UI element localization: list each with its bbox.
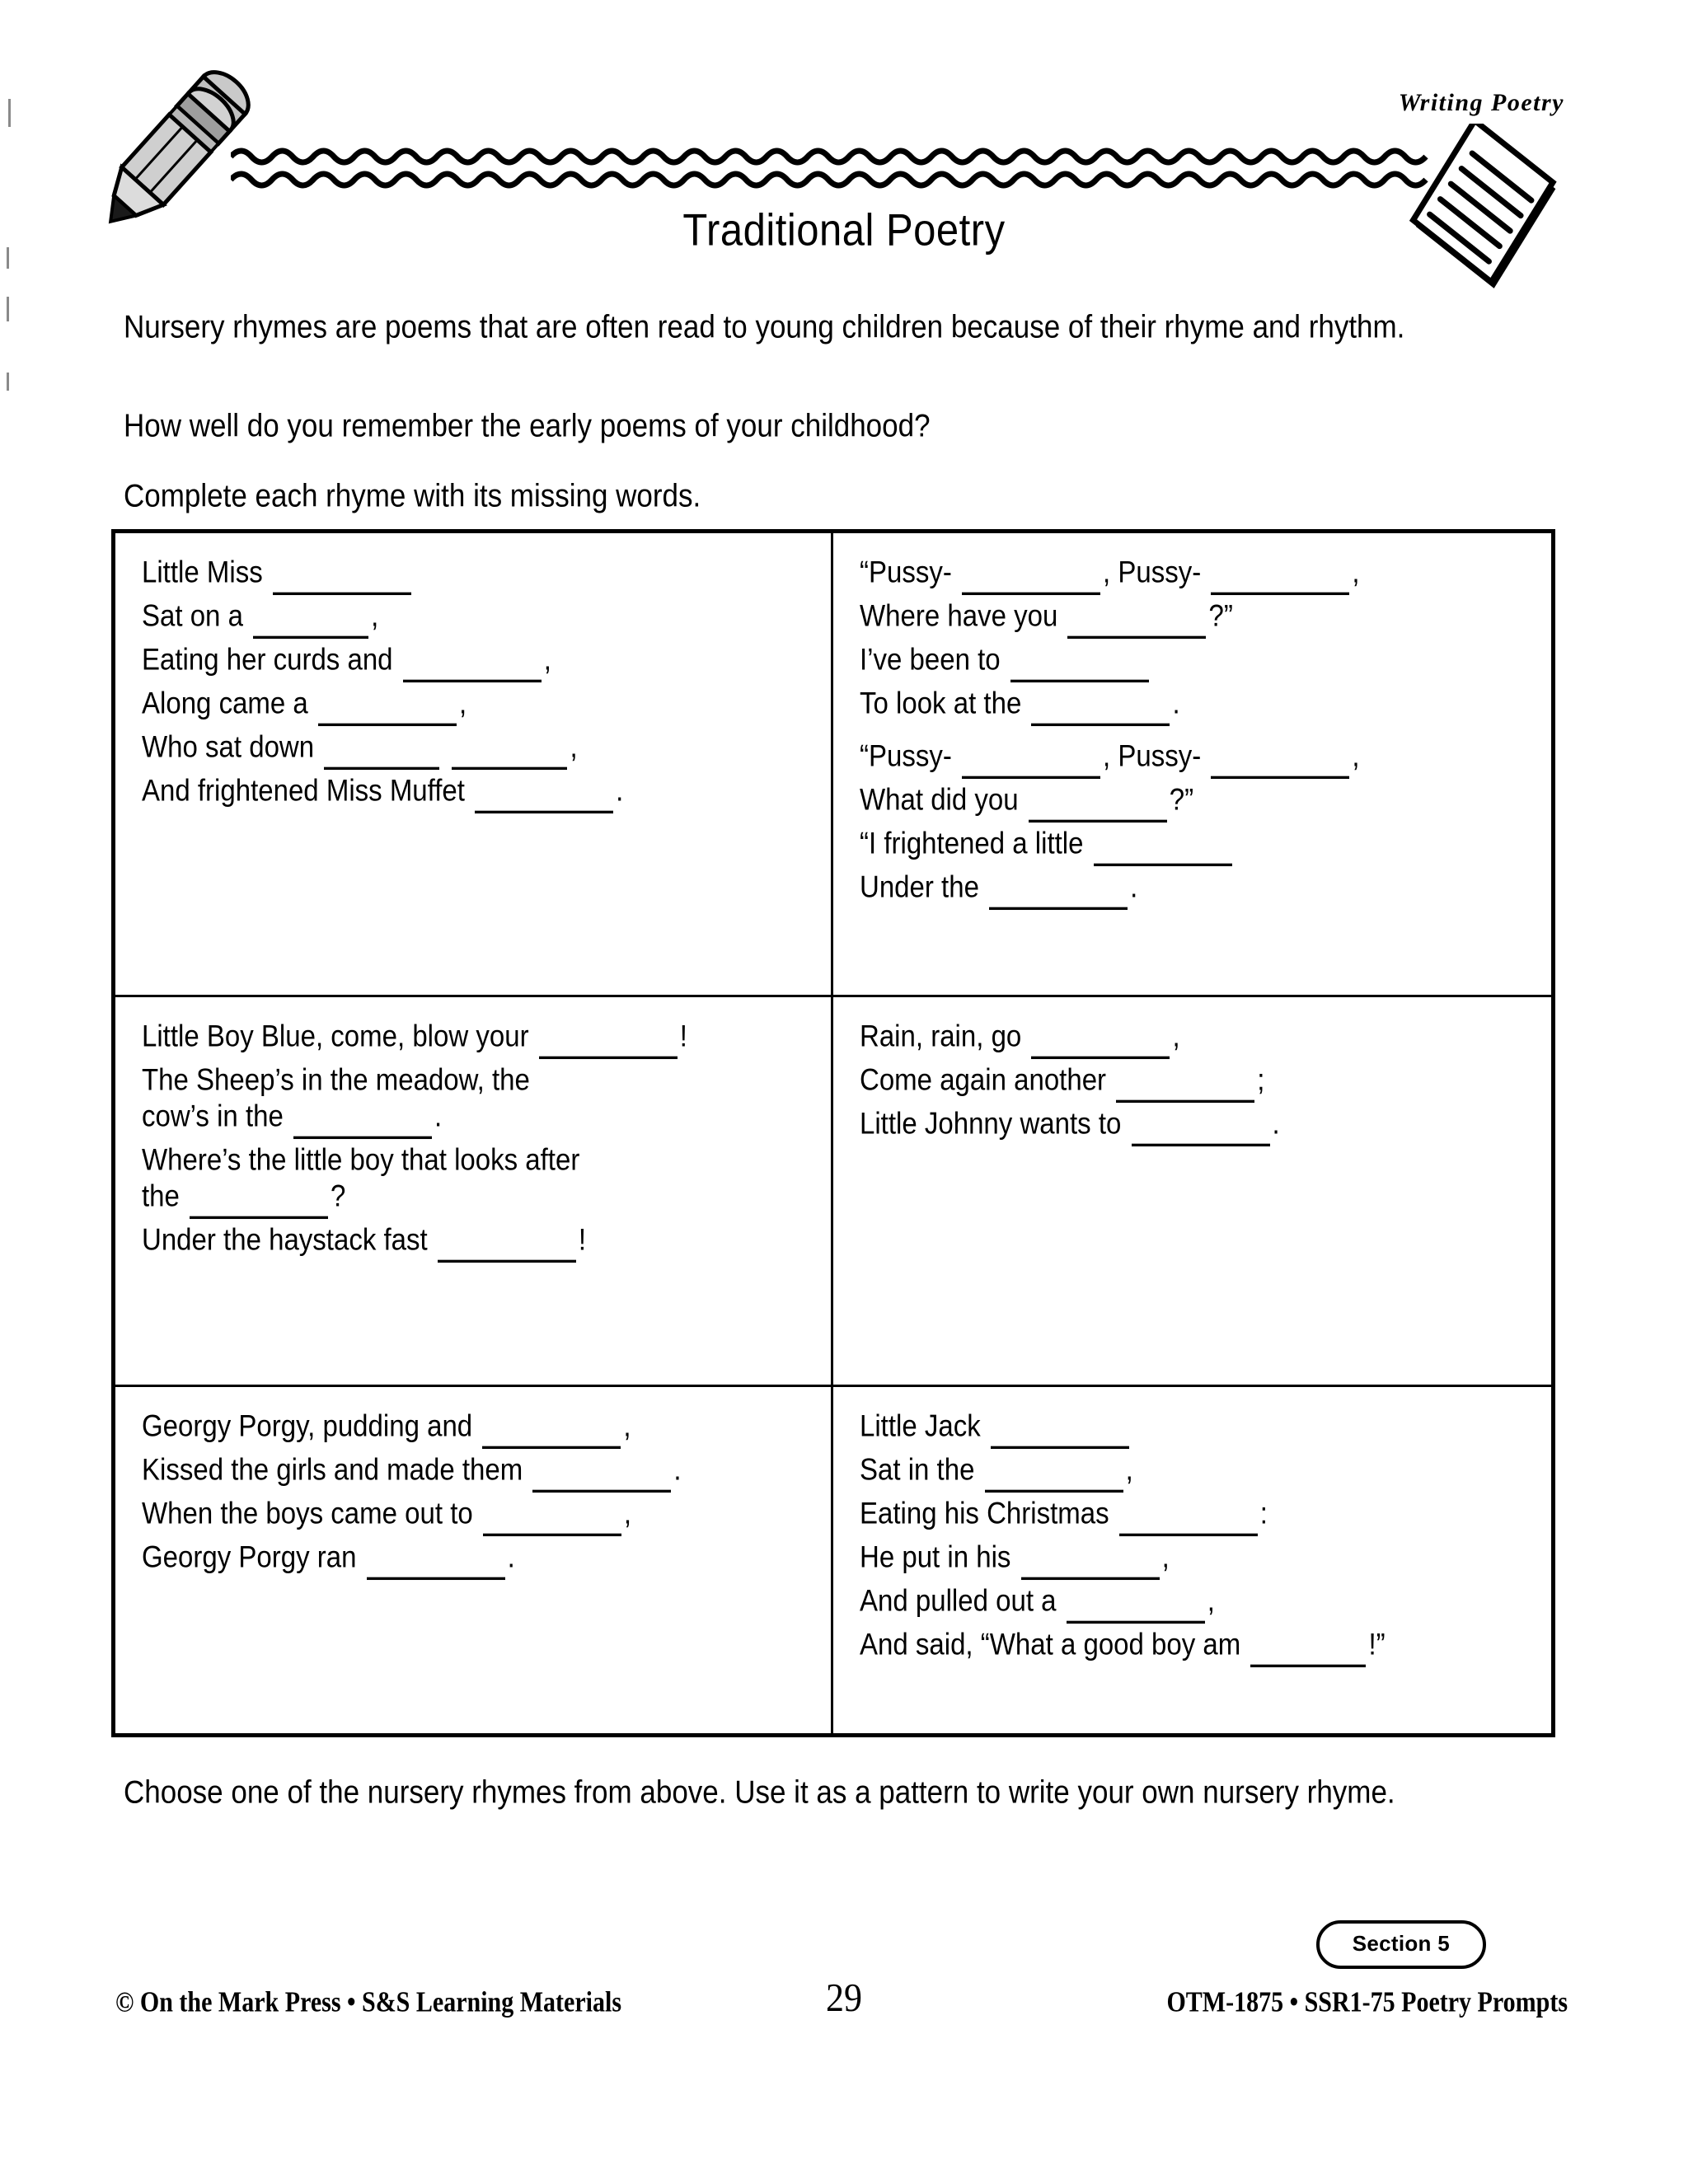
answer-blank[interactable] [539,1026,678,1059]
rhyme-text: . [1272,1105,1280,1141]
rhyme-text: . [507,1539,515,1574]
rhyme-text: , [1207,1582,1215,1618]
rhyme-line [142,687,813,726]
rhyme-text: . [673,1451,682,1487]
rhyme-text: I’ve been to [860,641,1008,677]
answer-blank[interactable] [1250,1634,1366,1667]
rhyme-line [860,1410,1533,1449]
rhyme-text: . [1130,869,1138,904]
rhyme-line [860,827,1533,866]
rhyme-line [142,1020,813,1059]
rhyme-text [442,729,449,763]
rhyme-row [115,1387,1551,1733]
answer-blank[interactable] [324,737,439,770]
rhyme-line [860,641,1533,682]
answer-blank[interactable] [483,1503,621,1536]
answer-blank[interactable] [532,1460,671,1493]
answer-blank[interactable] [1021,1547,1160,1580]
rhyme-line [860,1626,1533,1667]
intro-paragraph-2: How well do you remember the early poems of your childhood? [124,408,931,444]
rhyme-line [860,600,1533,639]
answer-blank[interactable] [1031,1026,1170,1059]
rhyme-cell-georgy-porgy[interactable] [115,1387,833,1733]
rhyme-text: Under the [860,869,987,904]
rhyme-text: Little Johnny wants to [860,1105,1129,1141]
rhyme-text: Along came a [142,685,316,720]
rhyme-line [860,871,1533,910]
rhyme-text: , [1352,738,1360,773]
rhyme-text: Little Miss [142,554,270,589]
answer-blank[interactable] [991,1416,1129,1449]
intro-paragraph-1: Nursery rhymes are poems that are often read to young children because of their rhyme and rhythm. [124,309,1405,345]
rhyme-text: !” [1368,1626,1386,1661]
rhyme-line [860,1582,1533,1624]
answer-blank[interactable] [438,1230,576,1263]
answer-blank[interactable] [1132,1113,1270,1146]
rhyme-line [142,1497,813,1536]
rhyme-grid [111,529,1555,1737]
answer-blank[interactable] [273,562,411,595]
rhyme-line [860,1497,1533,1536]
rhyme-text: ? [331,1178,346,1213]
rhyme-text: , [543,641,551,677]
rhyme-text: And frightened Miss Muffet [142,772,473,808]
answer-blank[interactable] [1031,693,1170,726]
rhyme-line [142,1410,813,1449]
rhyme-text: Sat on a [142,598,251,633]
answer-blank[interactable] [1094,833,1232,866]
rhyme-text: ! [679,1018,687,1053]
rhyme-cell-pussy-cat[interactable] [833,533,1551,995]
rhyme-text: the [142,1178,188,1213]
rhyme-text: . [616,772,624,808]
rhyme-text: Rain, rain, go [860,1018,1029,1053]
rhyme-line [860,1020,1533,1059]
rhyme-cell-little-boy-blue[interactable] [115,997,833,1385]
rhyme-text: “Pussy- [860,738,960,773]
rhyme-line [142,772,813,813]
rhyme-line [142,1100,813,1139]
answer-blank[interactable] [367,1547,505,1580]
rhyme-text: , [1125,1451,1133,1487]
rhyme-text: ?” [1208,598,1233,633]
rhyme-text: What did you [860,781,1026,817]
answer-blank[interactable] [1067,1591,1205,1624]
rhyme-text: Georgy Porgy, pudding and [142,1408,481,1443]
rhyme-line [142,731,813,770]
page-number: 29 [826,1975,862,2020]
rhyme-text: , [623,1495,632,1530]
rhyme-cell-rain-rain[interactable] [833,997,1551,1385]
wavy-divider-icon [231,140,1467,198]
rhyme-line [142,1451,813,1493]
rhyme-text: , Pussy- [1103,738,1209,773]
rhyme-line [860,556,1533,595]
rhyme-text: Under the haystack fast [142,1221,435,1257]
rhyme-line [860,1105,1533,1146]
rhyme-line [142,1221,813,1263]
answer-blank[interactable] [253,606,368,639]
rhyme-cell-little-miss-muffet[interactable] [115,533,833,995]
answer-blank[interactable] [1211,562,1349,595]
rhyme-line [860,781,1533,823]
page-header [0,0,1688,297]
rhyme-text: Kissed the girls and made them [142,1451,531,1487]
rhyme-line [142,1062,813,1097]
section-badge: Section 5 [1316,1920,1486,1969]
rhyme-text: “I frightened a little [860,825,1091,860]
rhyme-text: And pulled out a [860,1582,1064,1618]
rhyme-text: He put in his [860,1539,1019,1574]
rhyme-text: Sat in the [860,1451,982,1487]
page-footer [0,1931,1688,2077]
answer-blank[interactable] [475,780,613,813]
answer-blank[interactable] [403,649,542,682]
rhyme-text: When the boys came out to [142,1495,481,1530]
scan-artifact [7,297,9,321]
unit-label: Writing Poetry [1398,89,1564,116]
answer-blank[interactable] [190,1186,328,1219]
answer-blank[interactable] [985,1460,1123,1493]
rhyme-text: , Pussy- [1103,554,1209,589]
answer-blank[interactable] [989,877,1128,910]
rhyme-line [142,1180,813,1219]
page-title: Traditional Poetry [682,205,1006,255]
intro-instruction: Complete each rhyme with its missing words. [124,478,701,514]
rhyme-text: Little Jack [860,1408,988,1443]
rhyme-text: ! [578,1221,587,1257]
rhyme-text: , [623,1408,631,1443]
answer-blank[interactable] [1116,1070,1254,1103]
rhyme-text: , [371,598,379,633]
closing-instruction: Choose one of the nursery rhymes from above. Use it as a pattern to write your own nursery rhyme. [124,1774,1395,1811]
rhyme-row [115,997,1551,1387]
rhyme-line [142,556,813,595]
rhyme-text: cow’s in the [142,1098,291,1133]
rhyme-line [142,600,813,639]
rhyme-text: ?” [1169,781,1194,817]
rhyme-text: , [458,685,467,720]
rhyme-line [860,1451,1533,1493]
rhyme-text: Eating his Christmas [860,1495,1117,1530]
rhyme-text: , [570,729,578,764]
rhyme-text: Who sat down [142,729,322,764]
answer-blank[interactable] [293,1106,432,1139]
copyright-notice: © On the Mark Press • S&S Learning Materials [115,1986,621,2018]
rhyme-text: . [434,1098,443,1133]
answer-blank[interactable] [452,737,567,770]
rhyme-text: ; [1257,1062,1265,1097]
scan-artifact [7,247,9,269]
answer-blank[interactable] [962,562,1100,595]
product-code: OTM-1875 • SSR1-75 Poetry Prompts [1166,1986,1568,2018]
rhyme-text: And said, “What a good boy am [860,1626,1249,1661]
answer-blank[interactable] [1010,649,1149,682]
rhyme-line [860,1541,1533,1580]
rhyme-text: The Sheep’s in the meadow, the [142,1062,530,1097]
rhyme-line [860,687,1533,726]
answer-blank[interactable] [1211,746,1349,779]
rhyme-row [115,533,1551,997]
rhyme-text: , [1172,1018,1180,1053]
rhyme-text: Where’s the little boy that looks after [142,1141,580,1177]
answer-blank[interactable] [482,1416,621,1449]
rhyme-text: Where have you [860,598,1066,633]
rhyme-text: To look at the [860,685,1029,720]
rhyme-line [860,740,1533,779]
rhyme-text: , [1161,1539,1170,1574]
rhyme-line [860,1064,1533,1103]
answer-blank[interactable] [962,746,1100,779]
rhyme-text: “Pussy- [860,554,960,589]
rhyme-text: . [1172,685,1180,720]
rhyme-line [142,641,813,682]
rhyme-text: : [1259,1495,1268,1530]
rhyme-text: Georgy Porgy ran [142,1539,364,1574]
rhyme-line [142,1141,813,1177]
rhyme-line [142,1541,813,1580]
rhyme-text: Little Boy Blue, come, blow your [142,1018,537,1053]
scan-artifact [8,99,11,127]
scan-artifact [7,373,9,391]
answer-blank[interactable] [1119,1503,1258,1536]
rhyme-cell-little-jack-horner[interactable] [833,1387,1551,1733]
rhyme-text: Come again another [860,1062,1114,1097]
rhyme-text: Eating her curds and [142,641,401,677]
answer-blank[interactable] [1067,606,1206,639]
answer-blank[interactable] [1029,790,1167,823]
answer-blank[interactable] [318,693,457,726]
rhyme-text: , [1352,554,1360,589]
